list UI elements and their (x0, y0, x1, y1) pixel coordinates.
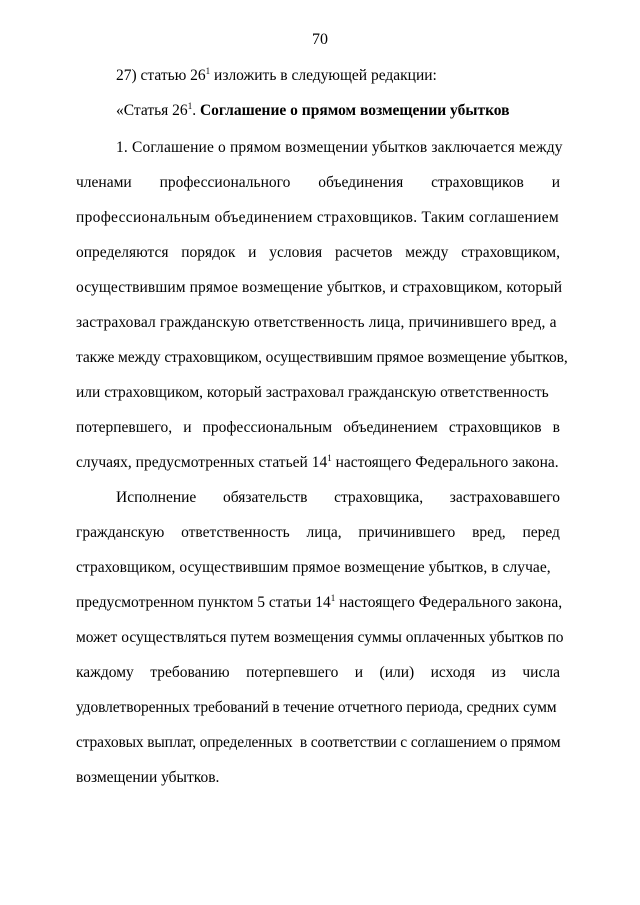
para1-line2-word: объединения (318, 174, 404, 191)
para2-line1-word: Исполнение (116, 489, 197, 506)
para1-line2-word: и (551, 174, 560, 191)
para2-line4-text: предусмотренном пунктом 5 статьи 14 (76, 594, 331, 611)
para1-line2-word: страховщиков (431, 174, 524, 191)
para2-line7-text: удовлетворенных требований в течение отчетного периода, средних сумм (76, 699, 557, 716)
para2-line1-word: обязательств (222, 489, 308, 506)
para2-line2-word: лица, (306, 524, 342, 541)
amendment-item-27 (116, 66, 437, 86)
para1-line4-word: расчетов (334, 244, 393, 261)
para1-line9-word: потерпевшего, (76, 419, 173, 436)
para1-line1-text: 1. Соглашение о прямом возмещении убытков заключается между (116, 139, 563, 156)
superscript: 1 (330, 593, 336, 603)
para2-line6-word: и (354, 664, 364, 681)
para2-line6-word: исходя (430, 664, 476, 681)
para2-line9 (76, 768, 219, 788)
para2-line3 (76, 558, 551, 578)
para2-line6-word: требованию (150, 664, 230, 681)
para1-line9-word: и (183, 419, 192, 436)
article-number-dot: . (192, 102, 197, 119)
para1-line7-text: также между страховщиком, осуществившим прямое возмещение убытков, (76, 349, 568, 366)
article-title: Соглашение о прямом возмещении убытков (199, 102, 510, 119)
article-number: «Статья 26 (116, 102, 188, 119)
para2-line4-text-continued: настоящего Федерального закона, (335, 594, 563, 611)
amendment-item-text: 27) статью 26 (116, 67, 206, 84)
para1-line10 (76, 453, 559, 473)
superscript: 1 (187, 101, 193, 111)
para2-line6-word: числа (522, 664, 560, 681)
para2-line9-text: возмещении убытков. (76, 769, 220, 786)
para1-line5 (76, 278, 562, 298)
para2-line8 (76, 733, 560, 753)
para1-line2-word: профессионального (159, 174, 291, 191)
para2-line6-word: каждому (76, 664, 134, 681)
para2-line6-word: (или) (379, 664, 415, 681)
para1-line3-text: профессиональным объединением страховщиков. Таким соглашением (76, 209, 560, 226)
para2-line2-word: ответственность (181, 524, 290, 541)
para2-line2-word: гражданскую (76, 524, 165, 541)
superscript: 1 (327, 453, 332, 463)
para2-line2 (76, 523, 560, 543)
para1-line4-word: страховщиком, (461, 244, 560, 261)
superscript: 1 (205, 66, 211, 76)
para1-line4 (76, 243, 560, 263)
para1-line4-word: определяются (76, 244, 169, 261)
article-heading (116, 101, 510, 121)
para2-line6-word: из (491, 664, 506, 681)
para1-line4-word: и (248, 244, 257, 261)
para2-line1 (116, 488, 560, 508)
para1-line7 (76, 348, 568, 368)
para1-line5-text: осуществившим прямое возмещение убытков, и страховщиком, который (76, 279, 563, 296)
para1-line3 (76, 208, 560, 228)
para1-line9-word: профессиональным (202, 419, 333, 436)
para2-line1-word: застраховавшего (449, 489, 560, 506)
para2-line2-word: вред, (472, 524, 506, 541)
para2-line6 (76, 663, 560, 683)
para2-line3-text: страховщиком, осуществившим прямое возмещение убытков, в случае, (76, 559, 551, 576)
para2-line5-text: может осуществляться путем возмещения суммы оплаченных убытков по (76, 629, 564, 646)
para1-line8-text: или страховщиком, который застраховал гражданскую ответственность (76, 384, 549, 401)
para2-line7 (76, 698, 557, 718)
para1-line2-word: членами (76, 174, 132, 191)
para1-line2 (76, 173, 560, 193)
para1-line9 (76, 418, 560, 438)
para1-line10-text-continued: настоящего Федерального закона. (331, 454, 559, 471)
para2-line1-word: страховщика, (334, 489, 424, 506)
para1-line1 (116, 138, 563, 158)
para2-line2-word: перед (522, 524, 560, 541)
para1-line4-word: порядок (181, 244, 236, 261)
para1-line8 (76, 383, 549, 403)
para1-line6 (76, 313, 557, 333)
para2-line4 (76, 593, 562, 613)
para2-line2-word: причинившего (358, 524, 456, 541)
para1-line4-word: между (405, 244, 449, 261)
para1-line10-text: случаях, предусмотренных статьей 14 (76, 454, 328, 471)
para2-line5 (76, 628, 564, 648)
para1-line6-text: застраховал гражданскую ответственность лица, причинившего вред, а (76, 314, 557, 331)
para1-line9-word: в (552, 419, 560, 436)
para2-line8-text: страховых выплат, определенных в соответствии с соглашением о прямом (76, 734, 561, 751)
para2-line6-word: потерпевшего (246, 664, 339, 681)
page-number: 70 (312, 31, 328, 48)
para1-line9-word: страховщиков (448, 419, 542, 436)
para1-line4-word: условия (269, 244, 323, 261)
para1-line9-word: объединением (343, 419, 438, 436)
amendment-item-text-continued: изложить в следующей редакции: (210, 67, 437, 84)
